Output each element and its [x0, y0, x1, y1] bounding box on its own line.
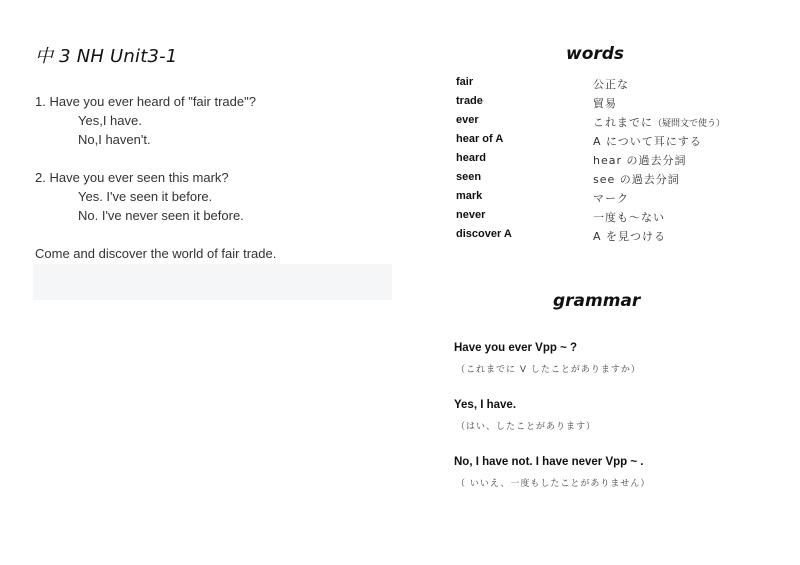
vocab-meaning: 公正な	[593, 78, 629, 91]
vocab-meaning: A について耳にする	[593, 135, 702, 148]
vocab-meaning: see の過去分詞	[593, 173, 680, 186]
vocab-meaning-note: （疑問文で使う）	[653, 119, 726, 129]
vocab-meaning	[593, 114, 725, 130]
grammar-translation: （これまでに V したことがありますか）	[456, 365, 641, 375]
blank-answer-area	[33, 264, 392, 300]
vocab-meaning: 貿易	[593, 97, 617, 110]
vocab-word: discover A	[456, 228, 512, 240]
vocab-word: heard	[456, 152, 486, 164]
grammar-pattern: Yes, I have.	[454, 399, 517, 411]
vocab-word: fair	[456, 76, 474, 88]
grammar-pattern: Have you ever Vpp ~ ?	[454, 342, 578, 354]
vocab-word: seen	[456, 171, 482, 183]
question-2-answer-no: No. I've never seen it before.	[78, 208, 244, 223]
question-1: 1. Have you ever heard of "fair trade"?	[35, 94, 256, 109]
vocab-meaning-main: これまでに	[593, 116, 653, 129]
vocab-word: ever	[456, 114, 479, 126]
vocab-meaning: A を見つける	[593, 230, 667, 243]
question-1-answer-yes: Yes,I have.	[78, 113, 142, 128]
words-heading: words	[566, 44, 625, 64]
grammar-translation: （はい、したことがあります）	[456, 422, 597, 432]
question-2-answer-yes: Yes. I've seen it before.	[78, 189, 213, 204]
vocab-meaning: hear の過去分詞	[593, 154, 687, 167]
vocab-meaning: 一度も〜ない	[593, 211, 665, 224]
page-title: 中 3 NH Unit3-1	[35, 46, 178, 67]
closing-line: Come and discover the world of fair trade.	[35, 246, 277, 261]
vocab-word: hear of A	[456, 133, 504, 145]
vocab-meaning: マーク	[593, 192, 629, 205]
grammar-pattern: No, I have not. I have never Vpp ~ .	[454, 456, 644, 468]
grammar-translation: （ いいえ、一度もしたことがありません）	[456, 479, 651, 489]
question-2: 2. Have you ever seen this mark?	[35, 170, 229, 185]
grammar-heading: grammar	[553, 291, 641, 311]
vocab-word: trade	[456, 95, 483, 107]
vocab-word: never	[456, 209, 486, 221]
question-1-answer-no: No,I haven't.	[78, 132, 151, 147]
vocab-word: mark	[456, 190, 483, 202]
